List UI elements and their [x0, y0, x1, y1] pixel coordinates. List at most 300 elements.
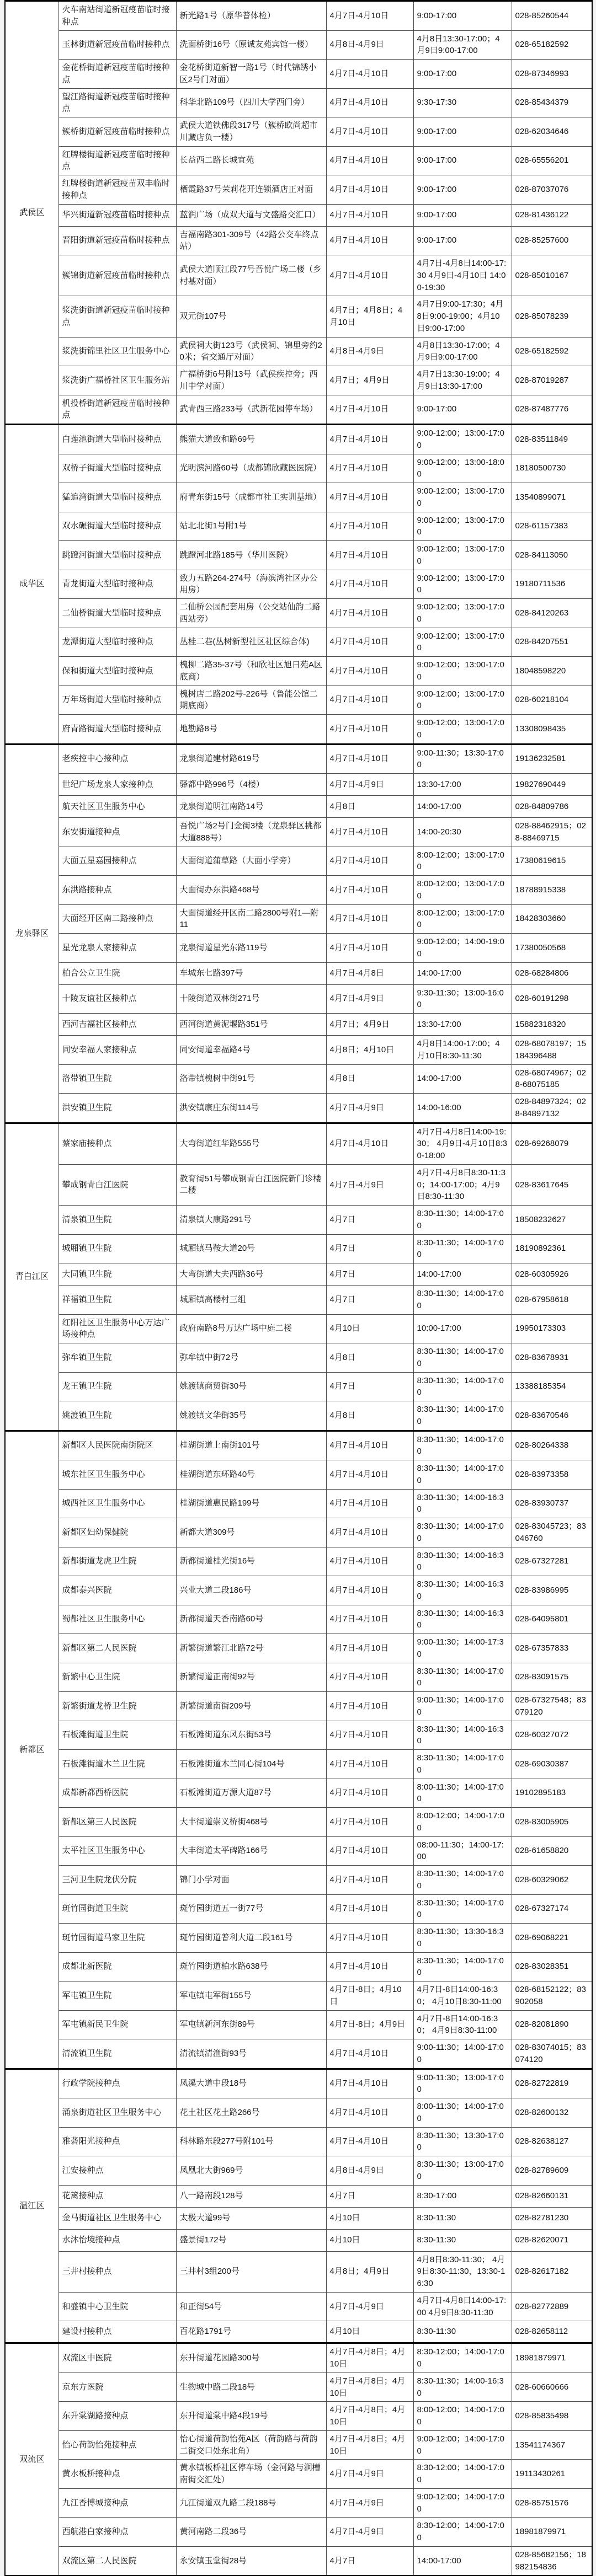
times-cell: 9:00-12:00；13:00-17:00 [413, 483, 512, 512]
times-cell: 9:00-12:00；14:00-17:00 [413, 2488, 512, 2518]
phone-cell: 028-83973358 [512, 1460, 592, 1490]
site-name-cell: 西河吉福社区接种点 [58, 1014, 176, 1036]
phone-cell: 028-69068221 [512, 1924, 592, 1953]
dates-cell: 4月7日-4月10日 [326, 904, 413, 934]
site-name-cell: 京东方医院 [58, 2373, 176, 2402]
times-cell: 8:30-11:30；14:00-16:30 [413, 1576, 512, 1605]
dates-cell: 4月7日-4月9日 [326, 984, 413, 1014]
address-cell: 姚渡镇商贸街30号 [176, 1372, 326, 1401]
phone-cell: 19102895183 [512, 1779, 592, 1808]
dates-cell: 4月7日-8日；4月10日 [326, 1981, 413, 2011]
address-cell: 科林路东段277号附101号 [176, 2127, 326, 2156]
address-cell: 大丰街道崇义桥街468号 [176, 1808, 326, 1837]
address-cell: 大弯街道大夫西路36号 [176, 1263, 326, 1286]
phone-cell: 19180711536 [512, 570, 592, 599]
site-name-cell: 大面五星嘉园接种点 [58, 847, 176, 876]
site-name-cell: 保和街道大型临时接种点 [58, 657, 176, 686]
dates-cell: 4月7日-4月9日 [326, 1164, 413, 1205]
dates-cell: 4月7日-4月10日 [326, 1663, 413, 1692]
dates-cell: 4月7日-4月10日 [326, 1779, 413, 1808]
address-cell: 武青西三路233号（武新花园停车场） [176, 395, 326, 425]
site-name-cell: 府青路街道大型临时接种点 [58, 715, 176, 745]
site-name-cell: 九江香博城接种点 [58, 2488, 176, 2518]
table-row [5, 876, 592, 905]
table-row [5, 1634, 592, 1663]
address-cell: 大弯街道红华路555号 [176, 1123, 326, 1164]
times-cell: 9:00-17:00 [413, 117, 512, 147]
address-cell: 桂湖街道东环路40号 [176, 1460, 326, 1490]
dates-cell: 4月7日-4月10日 [326, 847, 413, 876]
times-cell: 4月7日-8日14:00-16:30； 4月10日8:30-11:00 [413, 1981, 512, 2011]
table-row [5, 2039, 592, 2069]
table-row [5, 2518, 592, 2547]
site-name-cell: 浆洗街广福桥社区卫生服务站 [58, 366, 176, 395]
phone-cell: 028-83091575 [512, 1663, 592, 1692]
times-cell: 9:00-12:00；14:00-17:00 [413, 2430, 512, 2460]
address-cell: 龙泉街道建材路619号 [176, 744, 326, 774]
table-row [5, 395, 592, 425]
times-cell: 8:30-11:30；14:00-17:00 [413, 1952, 512, 1981]
address-cell: 盛景街172号 [176, 2229, 326, 2251]
phone-cell: 028-82781230 [512, 2207, 592, 2229]
dates-cell: 4月7日-4月10日 [326, 657, 413, 686]
address-cell: 花土社区花土路266号 [176, 2098, 326, 2128]
times-cell: 8:30-11:30；14:00-17:00 [413, 1663, 512, 1692]
address-cell: 弥牟镇中街72号 [176, 1343, 326, 1373]
dates-cell: 4月10日 [326, 2207, 413, 2229]
table-row [5, 2229, 592, 2251]
table-row [5, 226, 592, 255]
times-cell: 4月7日-4月8日14:00-17:00 4月9日8:30-11:30 [413, 2292, 512, 2321]
address-cell: 清流镇清渔街93号 [176, 2039, 326, 2069]
table-row [5, 744, 592, 774]
phone-cell: 028-69030387 [512, 1750, 592, 1779]
dates-cell: 4月7日-4月10日 [326, 541, 413, 570]
phone-cell: 028-83511849 [512, 425, 592, 454]
dates-cell: 4月7日-4月10日 [326, 2039, 413, 2069]
table-row [5, 685, 592, 715]
dates-cell: 4月7日-4月10日 [326, 226, 413, 255]
table-row [5, 60, 592, 89]
address-cell: 教育街51号攀成钢青白江医院新门诊楼二楼 [176, 1164, 326, 1205]
address-cell: 车城东七路397号 [176, 962, 326, 984]
phone-cell: 17380619615 [512, 847, 592, 876]
address-cell: 黄水镇板桥社区停车场（金河路与涧槽南街交汇处） [176, 2460, 326, 2489]
table-row [5, 296, 592, 337]
address-cell: 永安镇玉堂街28号 [176, 2546, 326, 2575]
site-name-cell: 弥牟镇卫生院 [58, 1343, 176, 1373]
table-row [5, 1866, 592, 1895]
dates-cell: 4月7日-4月10日 [326, 395, 413, 425]
site-name-cell: 城东社区卫生服务中心 [58, 1460, 176, 1490]
site-name-cell: 蔡家庙接种点 [58, 1123, 176, 1164]
phone-cell: 17380050568 [512, 934, 592, 963]
address-cell: 城厢镇马鞍大道20号 [176, 1234, 326, 1263]
times-cell: 9:00-11:30；14:00-17:00 [413, 2039, 512, 2069]
address-cell: 大丰街道太平碑路166号 [176, 1836, 326, 1866]
phone-cell: 028-82081890 [512, 2010, 592, 2039]
table-row [5, 204, 592, 226]
address-cell: 同安街道幸福路4号 [176, 1036, 326, 1065]
dates-cell: 4月8日 [326, 1064, 413, 1094]
phone-cell: 028-67958618 [512, 1286, 592, 1315]
dates-cell: 4月7日-4月10日 [326, 628, 413, 657]
dates-cell: 4月7日-4月10日 [326, 1605, 413, 1634]
site-name-cell: 怡心荷韵怡苑接种点 [58, 2430, 176, 2460]
phone-cell: 028-83045723；83046760 [512, 1518, 592, 1547]
phone-cell: 028-67327548；83079120 [512, 1692, 592, 1721]
site-name-cell: 行政学院接种点 [58, 2069, 176, 2098]
phone-cell: 028-82617182 [512, 2251, 592, 2292]
address-cell: 怡心街道荷韵怡苑A区（荷韵路与荷韵二街交口处东北角） [176, 2430, 326, 2460]
phone-cell: 028-84120263 [512, 599, 592, 628]
address-cell: 政府南路8号万达广场中庭二楼 [176, 1314, 326, 1343]
dates-cell: 4月8日；4月9日 [326, 2251, 413, 2292]
table-row [5, 2321, 592, 2343]
table-row [5, 2460, 592, 2489]
phone-cell: 028-68284806 [512, 962, 592, 984]
site-name-cell: 老疾控中心接种点 [58, 744, 176, 774]
site-name-cell: 世纪广场龙泉人家接种点 [58, 774, 176, 796]
table-row [5, 1401, 592, 1431]
address-cell: 城厢镇高楼村三组 [176, 1286, 326, 1315]
site-name-cell: 大同镇卫生院 [58, 1263, 176, 1286]
times-cell: 9:00-11:30；14:00-17:30 [413, 1634, 512, 1663]
site-name-cell: 新繁街道龙桥卫生院 [58, 1692, 176, 1721]
dates-cell: 4月7日-4月10日 [326, 818, 413, 847]
phone-cell: 028-88462915；028-88469715 [512, 818, 592, 847]
dates-cell: 4月7日 [326, 2185, 413, 2207]
table-row [5, 1924, 592, 1953]
site-name-cell: 涌泉街道社区卫生服务中心 [58, 2098, 176, 2128]
dates-cell: 4月7日-4月10日 [326, 1894, 413, 1924]
dates-cell: 4月8日；4月10日 [326, 1036, 413, 1065]
times-cell: 14:00-20:30 [413, 818, 512, 847]
district-cell: 新都区 [5, 1431, 58, 2069]
dates-cell: 4月7日-4月8日；4月10日 [326, 2373, 413, 2402]
table-row [5, 1721, 592, 1750]
table-row [5, 1372, 592, 1401]
table-row [5, 984, 592, 1014]
address-cell: 军屯镇新河东街89号 [176, 2010, 326, 2039]
site-name-cell: 簇桥街道新冠疫苗临时接种点 [58, 117, 176, 147]
table-row [5, 2127, 592, 2156]
dates-cell: 4月7日-4月10日 [326, 1692, 413, 1721]
table-row [5, 1663, 592, 1692]
site-name-cell: 双流区中医院 [58, 2343, 176, 2373]
address-cell: 兴业大道二段186号 [176, 1576, 326, 1605]
table-row [5, 2098, 592, 2128]
times-cell: 9:00-12:00；13:00-17:00 [413, 425, 512, 454]
site-name-cell: 金花桥街道新冠疫苗临时接种点 [58, 60, 176, 89]
times-cell: 8:30-11:30；14:00-17:00 [413, 1401, 512, 1431]
times-cell: 9:00-12:00；13:00-17:00 [413, 685, 512, 715]
table-row [5, 2373, 592, 2402]
table-row [5, 1576, 592, 1605]
times-cell: 8:30-11:30 [413, 2321, 512, 2343]
address-cell: 军屯镇屯军街155号 [176, 1981, 326, 2011]
phone-cell: 028-83930737 [512, 1489, 592, 1518]
times-cell: 10:00-17:00 [413, 1314, 512, 1343]
table-row [5, 1692, 592, 1721]
address-cell: 百花路1791号 [176, 2321, 326, 2343]
dates-cell: 4月7日-4月10日 [326, 146, 413, 175]
site-name-cell: 二仙桥街道大型临时接种点 [58, 599, 176, 628]
site-name-cell: 龙王镇卫生院 [58, 1372, 176, 1401]
dates-cell: 4月8日 [326, 1343, 413, 1373]
phone-cell: 028-68074967；028-68075185 [512, 1064, 592, 1094]
phone-cell: 028-83670546 [512, 1401, 592, 1431]
times-cell: 9:00-12:00；13:00-17:00 [413, 541, 512, 570]
dates-cell: 4月7日-4月8日；4月10日 [326, 2402, 413, 2431]
times-cell: 8:30-12:00；14:00-17:00 [413, 2518, 512, 2547]
phone-cell: 028-82722819 [512, 2069, 592, 2098]
site-name-cell: 航天社区卫生服务中心 [58, 796, 176, 818]
phone-cell: 028-83074015；83074120 [512, 2039, 592, 2069]
table-row [5, 1234, 592, 1263]
address-cell: 栖霞路37号茉莉花开连锁酒店正对面 [176, 175, 326, 205]
table-row [5, 1750, 592, 1779]
phone-cell: 028-82620071 [512, 2229, 592, 2251]
address-cell: 吉福南路301-309号（42路公交车终点站） [176, 226, 326, 255]
site-name-cell: 柏合公立卫生院 [58, 962, 176, 984]
table-row [5, 1314, 592, 1343]
site-name-cell: 和盛镇中心卫生院 [58, 2292, 176, 2321]
site-name-cell: 城厢镇卫生院 [58, 1234, 176, 1263]
dates-cell: 4月7日 [326, 1286, 413, 1315]
dates-cell: 4月7日-4月10日 [326, 1836, 413, 1866]
address-cell: 洛带镇槐树中街91号 [176, 1064, 326, 1094]
table-row [5, 1779, 592, 1808]
times-cell: 8:30-11:30；14:00-17:00 [413, 1234, 512, 1263]
table-row [5, 1981, 592, 2011]
phone-cell: 028-80264338 [512, 1431, 592, 1460]
address-cell: 斑竹园街道柏水路638号 [176, 1952, 326, 1981]
table-row [5, 483, 592, 512]
address-cell: 东升街道棠中路4段19号 [176, 2402, 326, 2431]
site-name-cell: 华兴街道新冠疫苗临时接种点 [58, 204, 176, 226]
site-name-cell: 新都区人民医院南街院区 [58, 1431, 176, 1460]
phone-cell: 028-81436122 [512, 204, 592, 226]
dates-cell: 4月7日-4月10日 [326, 175, 413, 205]
address-cell: 槐树店二路202号-226号（鲁能公馆二期底商） [176, 685, 326, 715]
phone-cell: 028-67327174 [512, 1894, 592, 1924]
dates-cell: 4月7日-4月10日 [326, 876, 413, 905]
district-cell: 龙泉驿区 [5, 744, 58, 1123]
table-row [5, 1894, 592, 1924]
phone-cell: 028-82638127 [512, 2127, 592, 2156]
address-cell: 斑竹园街道五一街77号 [176, 1894, 326, 1924]
site-name-cell: 城西社区卫生服务中心 [58, 1489, 176, 1518]
times-cell: 14:00-17:00 [413, 1263, 512, 1286]
times-cell: 9:00-12:00；13:00-17:00 [413, 570, 512, 599]
dates-cell: 4月7日-4月10日 [326, 1576, 413, 1605]
times-cell: 4月7日-8日14:00-16:30； 4月9日8:30-11:00 [413, 2010, 512, 2039]
table-row [5, 904, 592, 934]
times-cell: 9:00-12:00；13:00-17:00 [413, 628, 512, 657]
address-cell: 大面街办东洪路468号 [176, 876, 326, 905]
address-cell: 槐柳二路35-37号（和欣社区旭日苑A区底商） [176, 657, 326, 686]
dates-cell: 4月7日-4月10日 [326, 1924, 413, 1953]
address-cell: 丛桂二巷(丛树新型社区社区综合体) [176, 628, 326, 657]
table-row [5, 1036, 592, 1065]
times-cell: 4月8日13:30-17:00；4月9日9:00-17:00 [413, 30, 512, 60]
times-cell: 4月8日14:00-17:00；4月10日8:30-11:30 [413, 1036, 512, 1065]
table-row [5, 1164, 592, 1205]
times-cell: 9:00-12:00；13:00-17:00 [413, 715, 512, 745]
dates-cell: 4月8日 [326, 1401, 413, 1431]
phone-cell: 028-85751576 [512, 2488, 592, 2518]
phone-cell: 13308098435 [512, 715, 592, 745]
dates-cell: 4月7日-4月10日 [326, 1634, 413, 1663]
phone-cell: 028-68078197；15184396488 [512, 1036, 592, 1065]
dates-cell: 4月7日-4月10日 [326, 685, 413, 715]
dates-cell: 4月7日 [326, 1263, 413, 1286]
dates-cell: 4月7日-4月10日 [326, 425, 413, 454]
table-row [5, 1547, 592, 1576]
times-cell: 9:30-11:30；13:00-16:00 [413, 984, 512, 1014]
times-cell: 14:00-17:00 [413, 2546, 512, 2575]
site-name-cell: 浆洗街街道新冠疫苗临时接种点 [58, 296, 176, 337]
dates-cell: 4月7日-4月10日 [326, 255, 413, 296]
times-cell: 14:00-16:00 [413, 1094, 512, 1123]
phone-cell: 028-84809786 [512, 796, 592, 818]
phone-cell: 19827690449 [512, 774, 592, 796]
times-cell: 9:00-17:00 [413, 175, 512, 205]
times-cell: 8:30-11:30；13:30-17:00 [413, 2127, 512, 2156]
address-cell: 斑竹园街道普利大道二段161号 [176, 1924, 326, 1953]
site-name-cell: 雅砻阳光接种点 [58, 2127, 176, 2156]
dates-cell: 4月7日-4月10日 [326, 1518, 413, 1547]
address-cell: 大面街道经开区南二路2800号附1—附11 [176, 904, 326, 934]
dates-cell: 4月7日-4月10日 [326, 744, 413, 774]
phone-cell: 19113430261 [512, 2460, 592, 2489]
address-cell: 姚渡镇文华街35号 [176, 1401, 326, 1431]
site-name-cell: 蜀都社区卫生服务中心 [58, 1605, 176, 1634]
table-row [5, 1518, 592, 1547]
site-name-cell: 白莲池街道大型临时接种点 [58, 425, 176, 454]
table-row [5, 934, 592, 963]
site-name-cell: 洛带镇卫生院 [58, 1064, 176, 1094]
site-name-cell: 石板滩街道卫生院 [58, 1721, 176, 1750]
site-name-cell: 青龙街道大型临时接种点 [58, 570, 176, 599]
site-name-cell: 火车南站街道新冠疫苗临时接种点 [58, 1, 176, 31]
table-row [5, 146, 592, 175]
address-cell: 凤凰北大街969号 [176, 2156, 326, 2186]
site-name-cell: 成都泰兴医院 [58, 1576, 176, 1605]
vaccination-sites-table [4, 0, 593, 2576]
dates-cell: 4月7日-4月10日 [326, 1866, 413, 1895]
site-name-cell: 龙潭街道大型临时接种点 [58, 628, 176, 657]
times-cell: 14:00-17:00 [413, 1064, 512, 1094]
address-cell: 洗面桥街16号（原诚友苑宾馆一楼） [176, 30, 326, 60]
phone-cell: 028-61157383 [512, 512, 592, 541]
address-cell: 二仙桥公园配套用房（公交站仙韵二路西站旁） [176, 599, 326, 628]
dates-cell: 4月8日 [326, 796, 413, 818]
table-row [5, 454, 592, 483]
table-row [5, 1952, 592, 1981]
table-row [5, 2010, 592, 2039]
dates-cell: 4月7日-4月8日；4月10日 [326, 2430, 413, 2460]
table-row [5, 2488, 592, 2518]
dates-cell: 4月7日-4月10日 [326, 1808, 413, 1837]
address-cell: 凤溪大道中段18号 [176, 2069, 326, 2098]
site-name-cell: 石板滩街道木兰卫生院 [58, 1750, 176, 1779]
times-cell: 8:00-11:30；14:00-17:00 [413, 2098, 512, 2128]
dates-cell: 4月7日-4月9日 [326, 2518, 413, 2547]
site-name-cell: 新繁中心卫生院 [58, 1663, 176, 1692]
times-cell: 8:00-12:00；13:00-17:00 [413, 904, 512, 934]
phone-cell: 13540899071 [512, 483, 592, 512]
phone-cell: 028-82660131 [512, 2185, 592, 2207]
table-row [5, 175, 592, 205]
phone-cell: 028-60305926 [512, 1263, 592, 1286]
address-cell: 石板滩街道东风东街53号 [176, 1721, 326, 1750]
site-name-cell: 十陵友谊社区接种点 [58, 984, 176, 1014]
dates-cell: 4月8日-4月9日 [326, 30, 413, 60]
district-group [5, 1431, 592, 2069]
district-group [5, 2343, 592, 2576]
table-row [5, 1014, 592, 1036]
dates-cell: 4月7日-4月9日 [326, 2460, 413, 2489]
phone-cell: 028-87019287 [512, 366, 592, 395]
dates-cell: 4月7日-4月10日 [326, 2127, 413, 2156]
times-cell: 8:30-11:30；13:00-17:00 [413, 2156, 512, 2186]
phone-cell: 18981879971 [512, 2343, 592, 2373]
times-cell: 9:00-17:00 [413, 146, 512, 175]
times-cell: 8:30-11:30；14:00-17:00 [413, 1286, 512, 1315]
times-cell: 4月8日8:30-11:30； 4月9日8:30-11:30，13:30-16:30 [413, 2251, 512, 2292]
phone-cell: 028-60191298 [512, 984, 592, 1014]
dates-cell: 4月7日-4月10日 [326, 1952, 413, 1981]
phone-cell: 18788915338 [512, 876, 592, 905]
phone-cell: 028-84113050 [512, 541, 592, 570]
district-group [5, 425, 592, 745]
table-row [5, 962, 592, 984]
phone-cell: 028-83005905 [512, 1808, 592, 1837]
table-row [5, 425, 592, 454]
phone-cell: 028-87487776 [512, 395, 592, 425]
table-row [5, 512, 592, 541]
district-cell: 武侯区 [5, 1, 58, 425]
address-cell: 桂湖街道惠民路199号 [176, 1489, 326, 1518]
table-row [5, 1, 592, 31]
phone-cell: 028-85260544 [512, 1, 592, 31]
dates-cell: 4月7日-4月10日 [326, 454, 413, 483]
site-name-cell: 望江路街道新冠疫苗临时接种点 [58, 88, 176, 117]
address-cell: 新都街道桂光街16号 [176, 1547, 326, 1576]
address-cell: 八一路南段128号 [176, 2185, 326, 2207]
times-cell: 8:30-11:30；14:00-17:00 [413, 1206, 512, 1235]
table-row [5, 1605, 592, 1634]
table-row [5, 657, 592, 686]
times-cell: 9:00-17:00 [413, 226, 512, 255]
table-row [5, 715, 592, 745]
phone-cell: 028-85835498 [512, 2402, 592, 2431]
table-row [5, 1460, 592, 1490]
site-name-cell: 东洪路接种点 [58, 876, 176, 905]
address-cell: 新都街道天香南路60号 [176, 1605, 326, 1634]
table-row [5, 1836, 592, 1866]
address-cell: 太极大道99号 [176, 2207, 326, 2229]
address-cell: 十陵街道双林街271号 [176, 984, 326, 1014]
district-group [5, 744, 592, 1123]
dates-cell: 4月7日 [326, 1234, 413, 1263]
phone-cell: 028-82772889 [512, 2292, 592, 2321]
table-row [5, 1431, 592, 1460]
address-cell: 地勘路8号 [176, 715, 326, 745]
times-cell: 9:00-11:30；13:30-17:00 [413, 744, 512, 774]
